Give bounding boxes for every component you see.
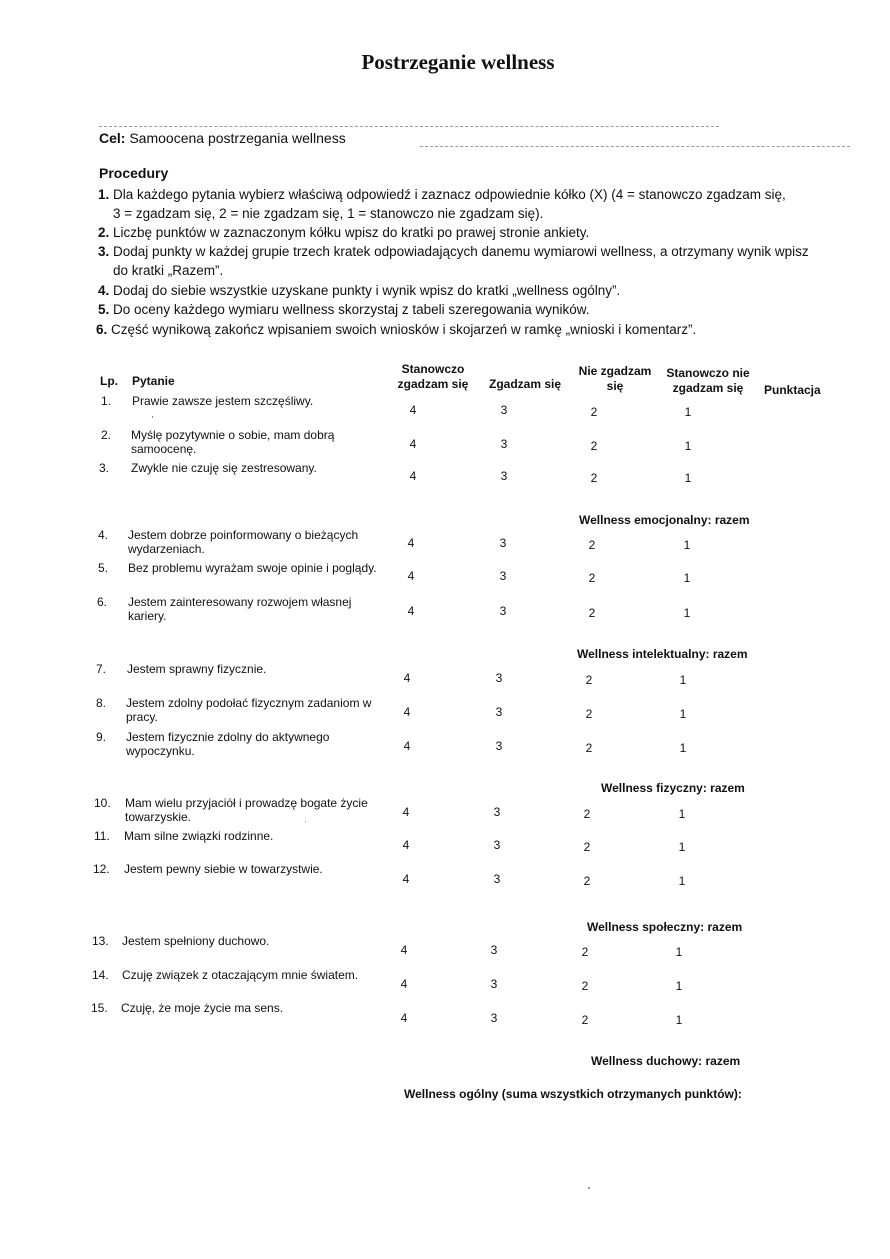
scan-speck [152,416,153,418]
question-number: 4. [98,528,109,542]
header-agree: Zgadzam się [488,377,562,391]
question-text: Bez problemu wyrażam swoje opinie i poglądy. [128,561,377,575]
option-agree[interactable]: 3 [495,739,503,753]
option-agree[interactable]: 3 [490,977,498,991]
page-title: Postrzeganie wellness [361,50,555,74]
option-strongly-agree[interactable]: 4 [409,437,417,451]
subtotal-spiritual: Wellness duchowy: razem [591,1054,741,1068]
question-number: 14. [92,968,109,982]
question-text: Czuję związek z otaczającym mnie światem. [122,968,359,982]
overall-total: Wellness ogólny (suma wszystkich otrzymanych punktów): [404,1087,742,1101]
procedure-number: 2. [98,225,110,240]
question-number: 8. [96,696,107,710]
question-text: Mam silne związki rodzinne. [124,829,274,843]
procedure-text: Do oceny każdego wymiaru wellness skorzystaj z tabeli szeregowania wyników. [113,302,590,317]
option-disagree[interactable]: 2 [585,673,593,687]
question-text: Prawie zawsze jestem szczęśliwy. [132,394,314,408]
question-number: 2. [101,428,112,442]
header-strongly-agree: Stanowczo zgadzam się [397,362,469,391]
option-strongly-agree[interactable]: 4 [407,569,415,583]
scan-speck [588,1187,590,1189]
option-agree[interactable]: 3 [495,705,503,719]
header-disagree: Nie zgadzam się [578,364,652,393]
question-number: 12. [93,862,110,876]
question-text: Jestem dobrze poinformowany o bieżących wydarzeniach. [128,528,359,556]
option-strongly-disagree[interactable]: 1 [684,405,692,419]
question-text: Jestem pewny siebie w towarzystwie. [124,862,323,876]
question-number: 13. [92,934,109,948]
scan-speck [305,821,306,822]
option-strongly-disagree[interactable]: 1 [675,979,683,993]
option-strongly-disagree[interactable]: 1 [683,606,691,620]
option-strongly-agree[interactable]: 4 [409,403,417,417]
question-number: 10. [94,796,111,810]
procedure-text: Dodaj do siebie wszystkie uzyskane punkty i wynik wpisz do kratki „wellness ogólny”. [113,283,621,298]
option-strongly-disagree[interactable]: 1 [678,874,686,888]
option-agree[interactable]: 3 [493,872,501,886]
option-disagree[interactable]: 2 [583,807,591,821]
question-text: Jestem zdolny podołać fizycznym zadaniom w pracy. [126,696,372,724]
subtotal-physical: Wellness fizyczny: razem [601,781,745,795]
procedure-line [113,206,543,221]
procedure-line [98,302,590,317]
option-agree[interactable]: 3 [499,569,507,583]
header-score: Punktacja [764,383,821,397]
option-disagree[interactable]: 2 [585,741,593,755]
procedure-text: 3 = zgadzam się, 2 = nie zgadzam się, 1 = stanowczo nie zgadzam się). [113,206,544,221]
option-strongly-disagree[interactable]: 1 [675,1013,683,1027]
procedure-line [98,283,620,298]
procedure-number: 3. [98,244,110,259]
procedure-text: Część wynikową zakończ wpisaniem swoich wniosków i skojarzeń w ramkę „wnioski i komentarz”. [111,322,697,337]
question-number: 9. [96,730,107,744]
top-rule [99,126,719,127]
question-number: 7. [96,662,107,676]
option-agree[interactable]: 3 [500,437,508,451]
question-text: Czuję, że moje życie ma sens. [121,1001,284,1015]
option-disagree[interactable]: 2 [585,707,593,721]
header-question: Pytanie [132,374,175,388]
option-strongly-agree[interactable]: 4 [403,671,411,685]
subtotal-social: Wellness społeczny: razem [587,920,743,934]
option-strongly-agree[interactable]: 4 [407,536,415,550]
procedure-number: 5. [98,302,110,317]
option-agree[interactable]: 3 [490,1011,498,1025]
procedure-line [113,263,223,278]
goal-text: Samoocena postrzegania wellness [129,130,346,146]
header-lp: Lp. [100,374,118,388]
option-disagree[interactable]: 2 [590,439,598,453]
procedure-number: 6. [96,322,108,337]
option-strongly-disagree[interactable]: 1 [683,571,691,585]
option-strongly-agree[interactable]: 4 [402,838,410,852]
option-agree[interactable]: 3 [495,671,503,685]
question-number: 3. [99,461,110,475]
option-agree[interactable]: 3 [500,403,508,417]
option-strongly-disagree[interactable]: 1 [679,673,687,687]
procedure-line [96,322,696,337]
question-text: Jestem zainteresowany rozwojem własnej kariery. [128,595,352,623]
procedure-number: 1. [98,187,110,202]
option-strongly-agree[interactable]: 4 [400,977,408,991]
question-text: Jestem sprawny fizycznie. [127,662,267,676]
option-strongly-disagree[interactable]: 1 [678,840,686,854]
option-strongly-disagree[interactable]: 1 [684,439,692,453]
option-agree[interactable]: 3 [499,536,507,550]
header-strongly-disagree: Stanowczo nie zgadzam się [666,366,750,395]
procedure-line [98,225,589,240]
option-strongly-disagree[interactable]: 1 [679,707,687,721]
procedure-text: Dla każdego pytania wybierz właściwą odpowiedź i zaznacz odpowiednie kółko (X) (4 = stanowczo zgadzam się, [113,187,786,202]
procedure-line [98,244,809,259]
question-number: 6. [97,595,108,609]
option-strongly-agree[interactable]: 4 [400,943,408,957]
option-strongly-agree[interactable]: 4 [409,469,417,483]
question-text: Myślę pozytywnie o sobie, mam dobrą samoocenę. [131,428,335,456]
procedure-line [98,187,786,202]
question-number: 5. [98,561,109,575]
option-strongly-disagree[interactable]: 1 [684,471,692,485]
question-text: Zwykle nie czuję się zestresowany. [131,461,317,475]
question-number: 1. [101,394,112,408]
option-strongly-agree[interactable]: 4 [403,705,411,719]
procedure-number: 4. [98,283,110,298]
option-disagree[interactable]: 2 [590,471,598,485]
option-strongly-disagree[interactable]: 1 [683,538,691,552]
goal-line [99,130,346,146]
question-number: 11. [94,829,110,843]
bottom-rule [420,146,850,147]
goal-label: Cel: [99,130,126,146]
option-strongly-agree[interactable]: 4 [400,1011,408,1025]
procedure-text: Dodaj punkty w każdej grupie trzech kratek odpowiadających danemu wymiarowi wellness, a otrzymany wynik wpisz [113,244,809,259]
option-disagree[interactable]: 2 [590,405,598,419]
option-disagree[interactable]: 2 [588,606,596,620]
option-strongly-agree[interactable]: 4 [403,739,411,753]
question-number: 15. [91,1001,108,1015]
option-disagree[interactable]: 2 [583,840,591,854]
option-agree[interactable]: 3 [490,943,498,957]
option-disagree[interactable]: 2 [581,1013,589,1027]
question-text: Jestem fizycznie zdolny do aktywnego wypoczynku. [126,730,330,758]
procedure-text: Liczbę punktów w zaznaczonym kółku wpisz do kratki po prawej stronie ankiety. [113,225,590,240]
subtotal-intellectual: Wellness intelektualny: razem [577,647,748,661]
option-strongly-agree[interactable]: 4 [402,872,410,886]
option-disagree[interactable]: 2 [588,538,596,552]
option-agree[interactable]: 3 [493,838,501,852]
question-text: Jestem spełniony duchowo. [122,934,270,948]
option-strongly-agree[interactable]: 4 [407,604,415,618]
option-disagree[interactable]: 2 [588,571,596,585]
option-agree[interactable]: 3 [493,805,501,819]
option-strongly-disagree[interactable]: 1 [678,807,686,821]
option-agree[interactable]: 3 [499,604,507,618]
option-agree[interactable]: 3 [500,469,508,483]
option-strongly-disagree[interactable]: 1 [679,741,687,755]
procedure-text: do kratki „Razem”. [113,263,224,278]
option-disagree[interactable]: 2 [581,979,589,993]
subtotal-emotional: Wellness emocjonalny: razem [579,513,750,527]
question-text: Mam wielu przyjaciół i prowadzę bogate życie towarzyskie. [125,796,368,824]
option-disagree[interactable]: 2 [581,945,589,959]
option-strongly-agree[interactable]: 4 [402,805,410,819]
option-disagree[interactable]: 2 [583,874,591,888]
option-strongly-disagree[interactable]: 1 [675,945,683,959]
procedures-heading: Procedury [99,165,169,181]
